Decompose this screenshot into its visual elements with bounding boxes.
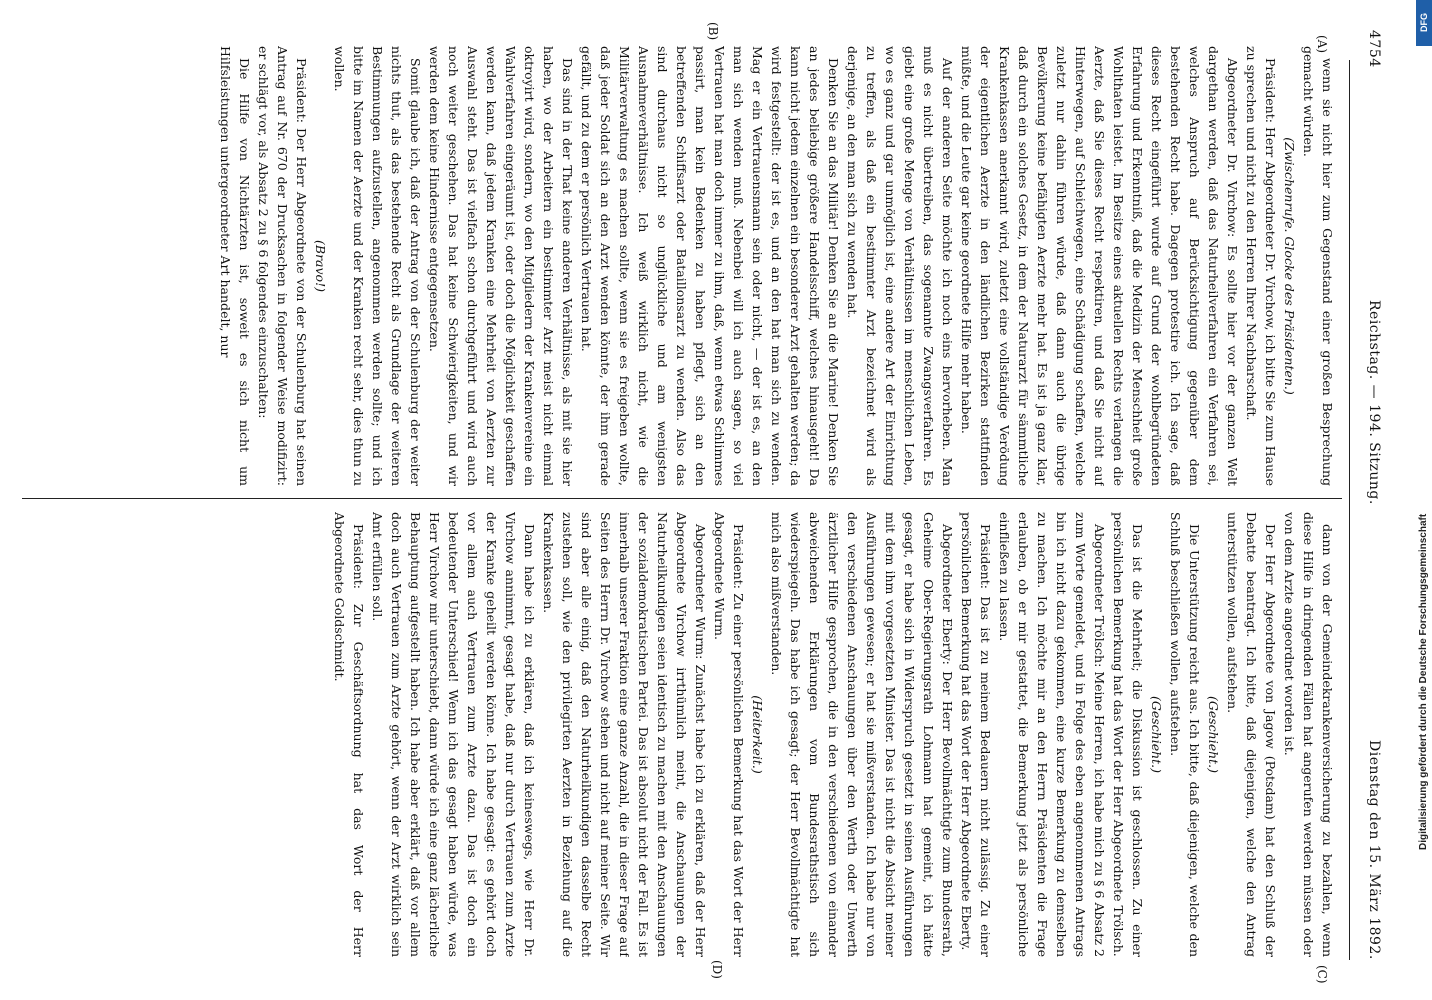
digitization-note: Digitalisierung gefördert durch die Deutsche Forschungsgemeinschaft <box>1418 513 1429 850</box>
header-rule <box>1349 60 1350 960</box>
paragraph: Somit glaube ich, daß der Antrag von der Schulenburg der weiter nichts thut, als das bestehende Recht als Grundlage der weiteren Bestimmungen aufzustellen, angenommen werden sollte; und ich bitte im Namen der Aerzte und der Kranken recht sehr, dies thun zu wollen. <box>332 46 423 486</box>
session-date: Dienstag den 15. März 1892. <box>1366 740 1382 960</box>
page-number: 4754 <box>1366 30 1382 68</box>
paragraph: Abgeordneter Trölsch: Meine Herren, ich habe mich zu § 6 Absatz 2 zum Worte gemeldet, und in Folge des eben angenommenen Antrags bin ich nicht dazu gekommen, eine kurze Bemerkung zu demselben zu machen. Ich möchte mir an den Herrn Präsidenten die Frage erlauben, ob er mir gestattet, die Bemerkung jetzt als persönliche einfließen zu lassen. <box>997 512 1107 957</box>
column-divider <box>22 498 1342 499</box>
margin-mark-b: (B) <box>706 22 720 41</box>
left-column <box>17 46 1337 486</box>
paragraph: Präsident: Das ist zu meinem Bedauern nicht zulässig. Zu einer persönlichen Bemerkung hat das Wort der Herr Abgeordnete Eberty. <box>959 512 993 957</box>
margin-mark-d: (D) <box>710 960 724 979</box>
interjection: (Bravo!) <box>313 240 328 292</box>
paragraph: Abgeordneter Eberty: Der Herr Bevollmächtigte zum Bundesrath, Geheime Ober-Regierungsrath Lohmann hat gemeint, ich hätte gesagt, er habe sich in Widerspruch gesetzt in seinen Ausführungen mit dem ihm vorgesetzten Minister. Das ist nicht die Absicht meiner Ausführungen gewesen; er hat sie mißverstanden. Ich habe nur von den verschiedenen Anschauungen über den Werth oder Unwerth ärztlicher Hilfe gesprochen, die in den verschiedenen von einander abweichenden Erklärungen vom Bundesrathstisch sich wiederspiegeln. Das habe ich gesagt; der Herr Bevollmächtigte hat mich also mißverstanden. <box>769 512 955 957</box>
interjection: (Heiterkeit.) <box>750 695 765 774</box>
interjection: (Zwischenrufe. Glocke des Präsidenten.) <box>1282 137 1297 395</box>
interjection: (Geschieht.) <box>1149 695 1164 774</box>
paragraph: Präsident: Herr Abgeordneter Dr. Virchow, ich bitte Sie zum Hause zu sprechen und nicht zu den Herren Ihrer Nachbarschaft. <box>1244 46 1278 486</box>
paragraph: dann von der Gemeindekrankenversicherung zu bezahlen, wenn diese Hilfe in dringenden Fällen hat angerufen werden müssen oder von dem Arzte angeordnet worden ist. <box>1282 512 1335 957</box>
paragraph: Dann habe ich zu erklären, daß ich keineswegs, wie Herr Dr. Virchow annimmt, gesagt habe, daß nur durch Vertrauen zum Arzte der Kranke geheilt werden könne. Ich habe gesagt: es gehört doch vor allem auch Vertrauen zum Arzte dazu. Das ist doch ein bedeutender Unterschied! Wenn ich das gesagt haben würde, was Herr Virchow mir unterschiebt, dann würde ich eine ganz lächerliche Behauptung aufgestellt haben. Ich habe aber erklärt, daß vor allem doch auch Vertrauen zum Arzte gehört, wenn der Arzt wirklich sein Amt erfüllen soll. <box>370 512 537 957</box>
paragraph: Präsident: Zu einer persönlichen Bemerkung hat das Wort der Herr Abgeordnete Wurm. <box>712 512 746 957</box>
paragraph: Abgeordneter Dr. Virchow: Es sollte hier vor der ganzen Welt dargethan werden, daß das Naturheilverfahren ein Verfahren sei, welches Anspruch auf Berücksichtigung gegenüber dem bestehenden Recht habe. Dagegen protestire ich. Ich sage, daß dieses Recht eingeführt wurde auf Grund der wohlbegründeten Erfahrung und Erkenntniß, daß die Medizin der Menschheit große Wohlthaten leistet. Im Besitze eines aktuellen Rechts verlangen die Aerzte, daß Sie dieses Recht respektiren, und daß Sie nicht auf Hinterwegen, auf Schleichwegen, eine Schädigung schaffen, welche zuletzt nur dahin führen würde, daß dann auch die übrige Bevölkerung keine befähigten Aerzte mehr hat. Es ist ja ganz klar, daß durch ein solches Gesetz, in dem der Naturarzt für sämmtliche Krankenkassen anerkannt wird, zuletzt eine vollständige Verödung der eigentlichen Aerzte in den ländlichen Bezirken stattfinden müßte, und die Leute gar keine geordnete Hilfe mehr haben. <box>959 46 1240 486</box>
paragraph: Die Unterstützung reicht aus. Ich bitte, daß diejenigen, welche den Schluß beschließen wollen, aufstehen. <box>1168 512 1202 957</box>
paragraph: Auf der anderen Seite möchte ich noch eins hervorheben. Man muß es nicht übertreiben, das sogenannte Zwangsverfahren. Es giebt eine große Menge von Verhältnissen im menschlichen Leben, wo es ganz und gar unmöglich ist, eine andere Art der Einrichtung zu treffen, als daß ein bestimmter Arzt bezeichnet wird als derjenige, an den man sich zu wenden hat. <box>845 46 955 486</box>
paragraph: Die Hilfe von Nichtärzten ist, soweit es sich nicht um Hilfsleistungen untergeordneter Art handelt, nur <box>218 46 252 486</box>
right-column <box>17 512 1337 957</box>
margin-mark-c: (C) <box>1315 965 1329 984</box>
session-title: Reichstag. — 194. Sitzung. <box>1366 300 1382 505</box>
paragraph: Präsident: Zur Geschäftsordnung hat das Wort der Herr Abgeordnete Goldschmidt. <box>332 512 366 957</box>
margin-mark-a: (A) <box>1315 35 1329 54</box>
paragraph: Denken Sie an das Militär! Denken Sie an die Marine! Denken Sie an jedes beliebige größere Handelsschiff, welches hinausgeht! Da kann nicht jedem einzelnen ein besonderer Arzt gehalten werden; da wird festgestellt: der ist es, und an den hat man sich zu wenden. Mag er ein Vertrauensmann sein oder nicht, — der ist es, an den man sich wenden muß. Nebenbei will ich auch sagen, so viel Vertrauen hat man doch immer zu ihm, daß, wenn etwas Schlimmes passirt, man kein Bedenken zu haben pflegt, sich an den betreffenden Schiffsarzt oder Bataillonsarzt zu wenden. Also das sind durchaus nicht so unglückliche und am wenigsten Ausnahmeverhältnisse. Ich weiß wirklich nicht, wie die Militärverwaltung es machen sollte, wenn sie es freigeben wollte, daß jeder Soldat sich an den Arzt wenden könnte, der ihm gerade gefällt, und zu dem er persönlich Vertrauen hat. <box>579 46 841 486</box>
paragraph: Der Herr Abgeordnete von Jagow (Potsdam) hat den Schluß der Debatte beantragt. Ich bitte, daß diejenigen, welche den Antrag unterstützen wollen, aufstehen. <box>1225 512 1278 957</box>
paragraph: Abgeordneter Wurm: Zunächst habe ich zu erklären, daß der Herr Abgeordnete Virchow irrthümlich meint, die Anschauungen der Naturheilkundigen seien identisch zu machen mit den Anschauungen der sozialdemokratischen Partei. Das ist absolut nicht der Fall. Es ist innerhalb unserer Fraktion eine ganze Anzahl, die in dieser Frage auf Seiten des Herrn Dr. Virchow stehen und nicht auf meiner Seite. Wir sind aber alle einig, daß den Naturheilkundigen dasselbe Recht zustehen soll, wie den privilegirten Aerzten in Beziehung auf die Krankenkassen. <box>541 512 708 957</box>
paragraph: Das ist die Mehrheit; die Diskussion ist geschlossen. Zu einer persönlichen Bemerkung hat das Wort der Herr Abgeordnete Trölsch. <box>1111 512 1145 957</box>
interjection: (Geschieht.) <box>1206 695 1221 774</box>
dfg-logo-badge: DFG <box>1416 0 1432 46</box>
paragraph: Präsident: Der Herr Abgeordnete von der Schulenburg hat seinen Antrag auf Nr. 670 der Drucksachen in folgender Weise modifizirt: er schlägt vor, als Absatz 2 zu § 6 folgendes einzuschalten: <box>256 46 309 486</box>
paragraph: wenn sie nicht hier zum Gegenstand einer großen Besprechung gemacht würden. <box>1301 46 1335 486</box>
paragraph: Das sind in der That keine anderen Verhältnisse, als mit sie hier haben, wo der Arbeitern ein bestimmter Arzt meist nicht einmal oktroyirt wird, sondern, wo den Mitgliedern der Krankenvereine ein Wahlverfahren eingeräumt ist, oder doch die Möglichkeit geschaffen werden kann, daß jedem Kranken eine Mehrheit von Aerzten zur Auswahl steht. Das ist vielfach schon durchgeführt und wird auch noch weiter geschehen. Das hat keine Schwierigkeiten, und wir werden dem keine Hindernisse entgegensetzen. <box>427 46 575 486</box>
